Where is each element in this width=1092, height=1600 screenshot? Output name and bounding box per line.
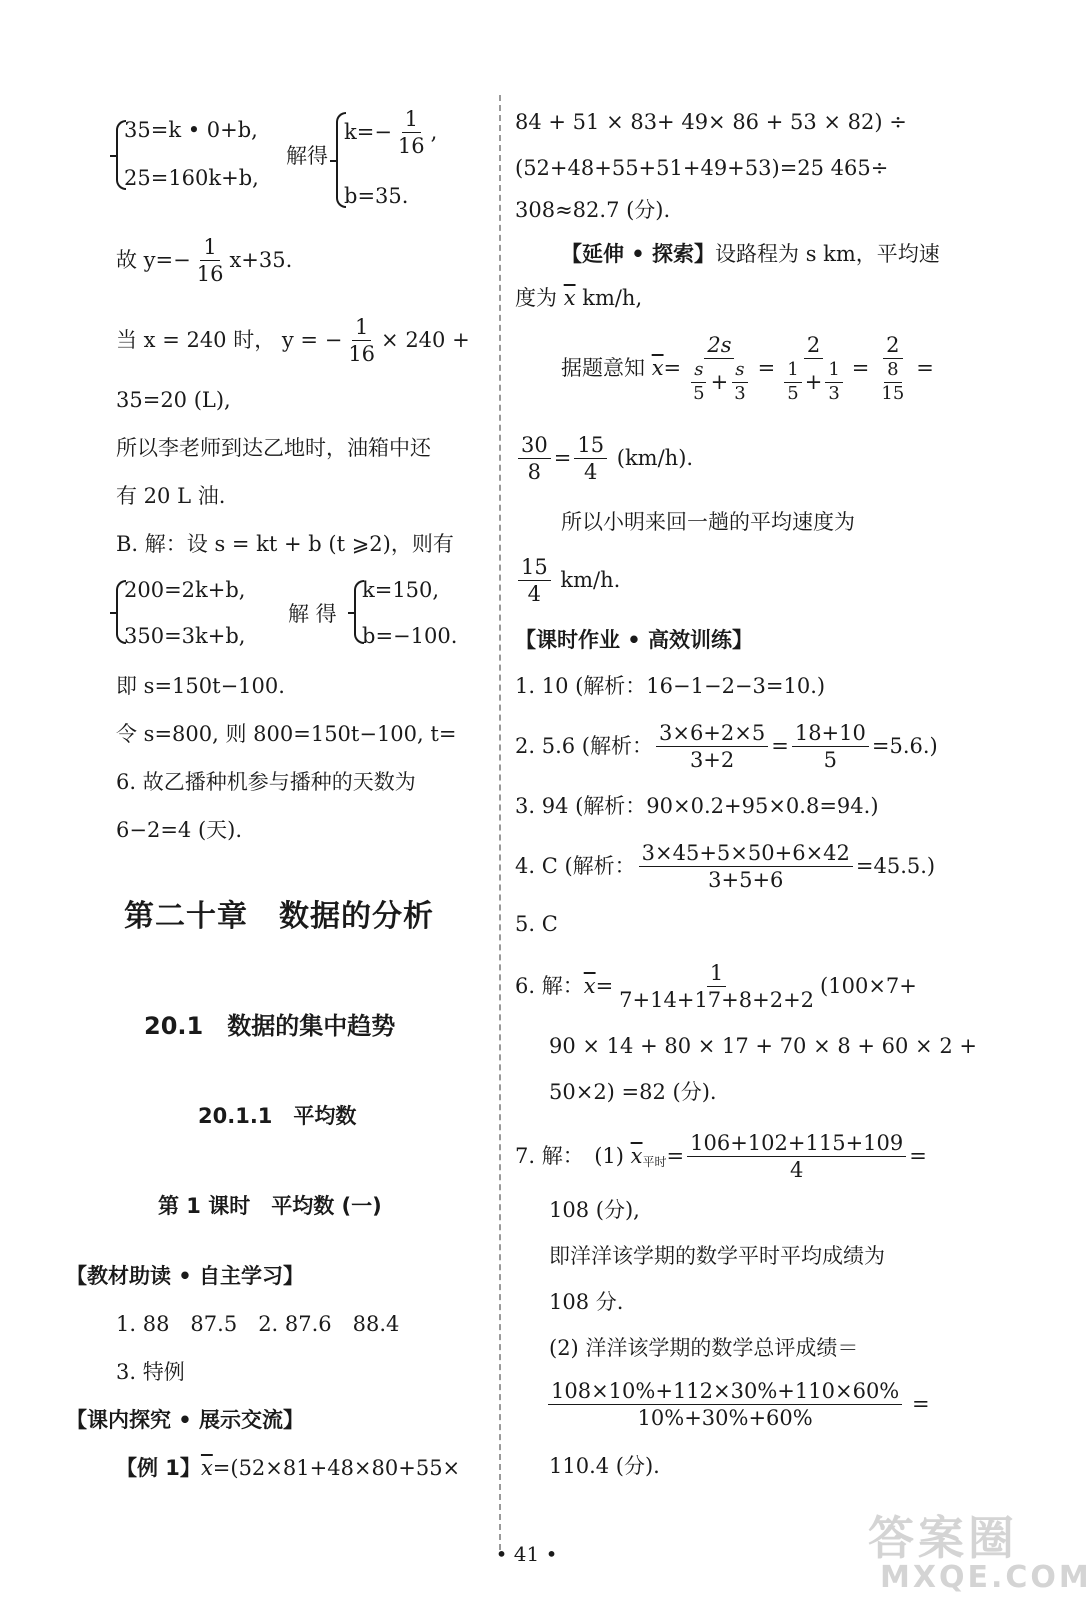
gu-pre: 故 y=− bbox=[116, 248, 191, 273]
line-6-2: 6−2=4 (天). bbox=[116, 818, 243, 842]
x-bar: $\overline{x}$ bbox=[651, 356, 664, 381]
eq-fraction-3 bbox=[872, 334, 913, 404]
q4 bbox=[515, 842, 935, 891]
frac-num: 2s bbox=[704, 334, 734, 359]
frac-den: 7+14+17+8+2+2 bbox=[619, 988, 815, 1013]
page-number: • 41 • bbox=[495, 1542, 558, 1566]
frac-den: 16 bbox=[196, 262, 224, 287]
x-bar: $\overline{x}$ bbox=[583, 974, 596, 999]
frac-den: 4 bbox=[790, 1158, 804, 1183]
sub-fraction bbox=[731, 361, 748, 404]
frac-den: 5 bbox=[693, 382, 705, 404]
frac-den: 5 bbox=[787, 382, 799, 404]
gu-fraction bbox=[194, 236, 227, 285]
equation-result: $\frac{30}{8}$ = $\frac{15}{4}$ (km/h). bbox=[515, 434, 693, 483]
sys1-eq2: 25=160k+b, bbox=[124, 166, 259, 190]
line-suoyi: 所以李老师到达乙地时，油箱中还 bbox=[116, 436, 431, 460]
q7-fraction bbox=[687, 1132, 906, 1181]
r-line-2: (52+48+55+51+49+53)=25 465÷ bbox=[515, 156, 889, 180]
frac-num: 15 bbox=[518, 556, 551, 581]
frac-num: 106+102+115+109 bbox=[687, 1132, 906, 1157]
frac-num: 1 bbox=[352, 316, 371, 341]
sub-fraction bbox=[825, 361, 842, 404]
q6-line-3: 50×2) =82 (分). bbox=[549, 1080, 717, 1104]
frac-num: 2 bbox=[804, 334, 823, 359]
line-35: 35=20 (L), bbox=[116, 388, 231, 412]
example-1 bbox=[116, 1458, 460, 1479]
ext2-pre: 度为 bbox=[515, 286, 557, 310]
frac-den: 3+5+6 bbox=[708, 868, 784, 893]
sub-fraction bbox=[878, 361, 907, 404]
frac-den bbox=[872, 359, 913, 404]
extension bbox=[561, 244, 940, 265]
line-you: 有 20 L 油. bbox=[116, 484, 226, 508]
sys1-sol1-pre: k=− bbox=[344, 120, 392, 145]
sys1-sol1-fraction bbox=[395, 108, 428, 157]
q5: 5. C bbox=[515, 912, 558, 936]
q2-post: =5.6.) bbox=[871, 734, 938, 759]
eq-fraction-2 bbox=[778, 334, 849, 404]
q4-fraction bbox=[639, 842, 853, 891]
answer-1-2: 1. 88 87.5 2. 87.6 88.4 bbox=[116, 1312, 400, 1336]
frac-den: 5 bbox=[823, 748, 838, 773]
frac-num: 3×6+2×5 bbox=[656, 722, 768, 747]
subsection-title: 20.1.1 平均数 bbox=[198, 1104, 357, 1128]
r-line-1: 84 + 51 × 83+ 49× 86 + 53 × 82) ÷ bbox=[515, 110, 907, 134]
q7-line-4: 108 分. bbox=[549, 1290, 624, 1314]
frac-den: 4 bbox=[527, 582, 542, 607]
q7: 7. 解： (1) $\overline{x}$ 平时 = $\frac{106+102+115+109}{4}$ = bbox=[515, 1131, 927, 1183]
frac-den: 3+2 bbox=[689, 748, 735, 773]
q4-pre: 4. C (解析： bbox=[515, 854, 636, 879]
heading-keshi: 【课时作业 • 高效训练】 bbox=[515, 628, 754, 652]
q2-pre: 2. 5.6 (解析： bbox=[515, 734, 653, 759]
sub-fraction bbox=[784, 361, 801, 404]
q2-fraction-2 bbox=[792, 722, 869, 771]
frac-den: 8 bbox=[527, 460, 542, 485]
sys1-sol1 bbox=[344, 108, 437, 157]
frac-num: 30 bbox=[518, 434, 551, 459]
line-ling: 令 s=800, 则 800=150t−100, t= bbox=[116, 722, 457, 746]
left-column bbox=[0, 0, 510, 1600]
q7-subscript: 平时 bbox=[642, 1154, 667, 1169]
eq-label: 据题意知 bbox=[561, 356, 645, 381]
result-fraction-1 bbox=[518, 434, 551, 483]
frac-den: $\frac{1}{5}$ + $\frac{1}{3}$ bbox=[778, 359, 849, 404]
frac-num: 15 bbox=[574, 434, 607, 459]
q6-post: (100×7+ bbox=[820, 974, 917, 999]
sys1-sol1-post: , bbox=[430, 120, 438, 145]
q7-line-7: 110.4 (分). bbox=[549, 1454, 660, 1478]
frac-den: 16 bbox=[397, 134, 425, 159]
frac-num: 1 bbox=[707, 962, 726, 987]
sys1-sol2: b=35. bbox=[344, 184, 409, 208]
frac-den: 3 bbox=[734, 382, 746, 404]
frac-den: $\frac{s}{5}$ + $\frac{s}{3}$ bbox=[684, 359, 755, 404]
q7-line-3: 即洋洋该学期的数学平时平均成绩为 bbox=[549, 1244, 885, 1268]
q1: 1. 10 (解析：16−1−2−3=10.) bbox=[515, 674, 826, 698]
dang-pre: 当 x = 240 时， y = − bbox=[116, 328, 343, 353]
frac-den: 10%+30%+60% bbox=[637, 1406, 813, 1431]
q7-total-equation: $\frac{108\times 10\%+112\times 30\%+110\times 60\%}{10\%+30\%+60\%}$ = bbox=[545, 1380, 930, 1429]
section-title: 20.1 数据的集中趋势 bbox=[144, 1012, 396, 1040]
frac-num: 3×45+5×50+6×42 bbox=[639, 842, 853, 867]
extension-text: 设路程为 s km，平均速 bbox=[715, 242, 940, 266]
sys1-solve: 解得 bbox=[286, 144, 328, 168]
q7-line-2: 108 (分), bbox=[549, 1198, 640, 1222]
frac-num: 108×10%+112×30%+110×60% bbox=[548, 1380, 902, 1405]
equation-speed: 据题意知 $\overline{x}$ = 2s $\frac{s}{5}$ + $\frac{s}{3}$ = 2 $\frac{1}{5}$ + $\frac{1}{3}$ = $\frac{2}{\frac{8}{15}}$ = bbox=[561, 333, 934, 404]
answer-unit: km/h. bbox=[560, 568, 621, 593]
extension-tag: 【延伸 • 探索】 bbox=[561, 242, 716, 266]
sys2-eq2: 350=3k+b, bbox=[124, 624, 246, 648]
watermark-line-1: 答案圈 bbox=[868, 1511, 1018, 1565]
frac-num: 1 bbox=[402, 108, 421, 133]
result-unit: (km/h). bbox=[616, 446, 694, 471]
line-6: 6. 故乙播种机参与播种的天数为 bbox=[116, 770, 416, 794]
example-1-text: =(52×81+48×80+55× bbox=[212, 1456, 461, 1480]
heading-kenei: 【课内探究 • 展示交流】 bbox=[66, 1408, 305, 1432]
r-suoyi: 所以小明来回一趟的平均速度为 bbox=[561, 510, 855, 534]
frac-num: 1 bbox=[825, 361, 842, 383]
q6: 6. 解： $\overline{x}$ = $\frac{1}{7+14+17+8+2+2}$ (100×7+ bbox=[515, 961, 917, 1013]
frac-den: 15 bbox=[881, 382, 905, 404]
gu-post: x+35. bbox=[229, 248, 293, 273]
frac-num: 1 bbox=[784, 361, 801, 383]
line-dang bbox=[116, 316, 470, 365]
heading-jiaocai: 【教材助读 • 自主学习】 bbox=[66, 1264, 305, 1288]
frac-num: 18+10 bbox=[792, 722, 869, 747]
line-ji: 即 s=150t−100. bbox=[116, 674, 285, 698]
sys2-eq1: 200=2k+b, bbox=[124, 578, 246, 602]
extension-line-2 bbox=[515, 288, 642, 309]
sys2-sol1: k=150, bbox=[362, 578, 440, 602]
q6-pre: 6. 解： bbox=[515, 974, 584, 999]
watermark-logo bbox=[858, 1500, 1092, 1595]
line-B: B. 解：设 s = kt + b (t ⩾2)，则有 bbox=[116, 532, 454, 556]
chapter-title: 第二十章 数据的分析 bbox=[124, 899, 434, 934]
x-bar: $\overline{x}$ bbox=[200, 1456, 213, 1480]
q7-line-5: (2) 洋洋该学期的数学总评成绩＝ bbox=[549, 1336, 859, 1360]
right-column bbox=[505, 0, 1053, 1600]
frac-den: 16 bbox=[348, 342, 376, 367]
result-fraction-2 bbox=[574, 434, 607, 483]
sys2-sol2: b=−100. bbox=[362, 624, 458, 648]
r-line-3: 308≈82.7 (分). bbox=[515, 198, 671, 222]
lesson-title: 第 1 课时 平均数 (一) bbox=[158, 1194, 382, 1218]
r-answer-speed bbox=[515, 556, 620, 605]
q7-total-fraction bbox=[548, 1380, 902, 1429]
frac-den: 4 bbox=[584, 460, 598, 485]
answer-3: 3. 特例 bbox=[116, 1360, 185, 1384]
q7-pre: 7. 解： (1) bbox=[515, 1144, 624, 1169]
x-bar: $\overline{x}$ bbox=[630, 1144, 643, 1169]
frac-num: s bbox=[691, 361, 706, 383]
dang-post: × 240 + bbox=[381, 328, 470, 353]
ext2-post: km/h, bbox=[582, 286, 643, 310]
eq-fraction-1 bbox=[684, 334, 755, 404]
sub-fraction bbox=[690, 361, 707, 404]
frac-num: 8 bbox=[884, 361, 901, 383]
dang-fraction bbox=[345, 316, 378, 365]
frac-num: 2 bbox=[883, 334, 902, 359]
frac-num: s bbox=[732, 361, 747, 383]
q3: 3. 94 (解析：90×0.2+95×0.8=94.) bbox=[515, 794, 879, 818]
sys1-eq1: 35=k • 0+b, bbox=[124, 118, 258, 142]
q2-fraction-1 bbox=[656, 722, 768, 771]
frac-den: 3 bbox=[828, 382, 840, 404]
q4-post: =45.5.) bbox=[855, 854, 936, 879]
answer-fraction bbox=[518, 556, 551, 605]
q6-line-2: 90 × 14 + 80 × 17 + 70 × 8 + 60 × 2 + bbox=[549, 1034, 977, 1058]
q6-fraction bbox=[616, 962, 817, 1011]
sys2-solve: 解 得 bbox=[288, 602, 337, 626]
example-1-tag: 【例 1】 bbox=[116, 1456, 201, 1480]
line-gu bbox=[116, 236, 292, 285]
frac-num: 1 bbox=[200, 236, 219, 261]
q2: 2. 5.6 (解析： $\frac{3\times 6+2\times 5}{3+2}$ = $\frac{18+10}{5}$ =5.6.) bbox=[515, 721, 938, 773]
x-bar: $\overline{x}$ bbox=[563, 286, 576, 310]
watermark-line-2: MXQE.COM bbox=[880, 1560, 1092, 1595]
